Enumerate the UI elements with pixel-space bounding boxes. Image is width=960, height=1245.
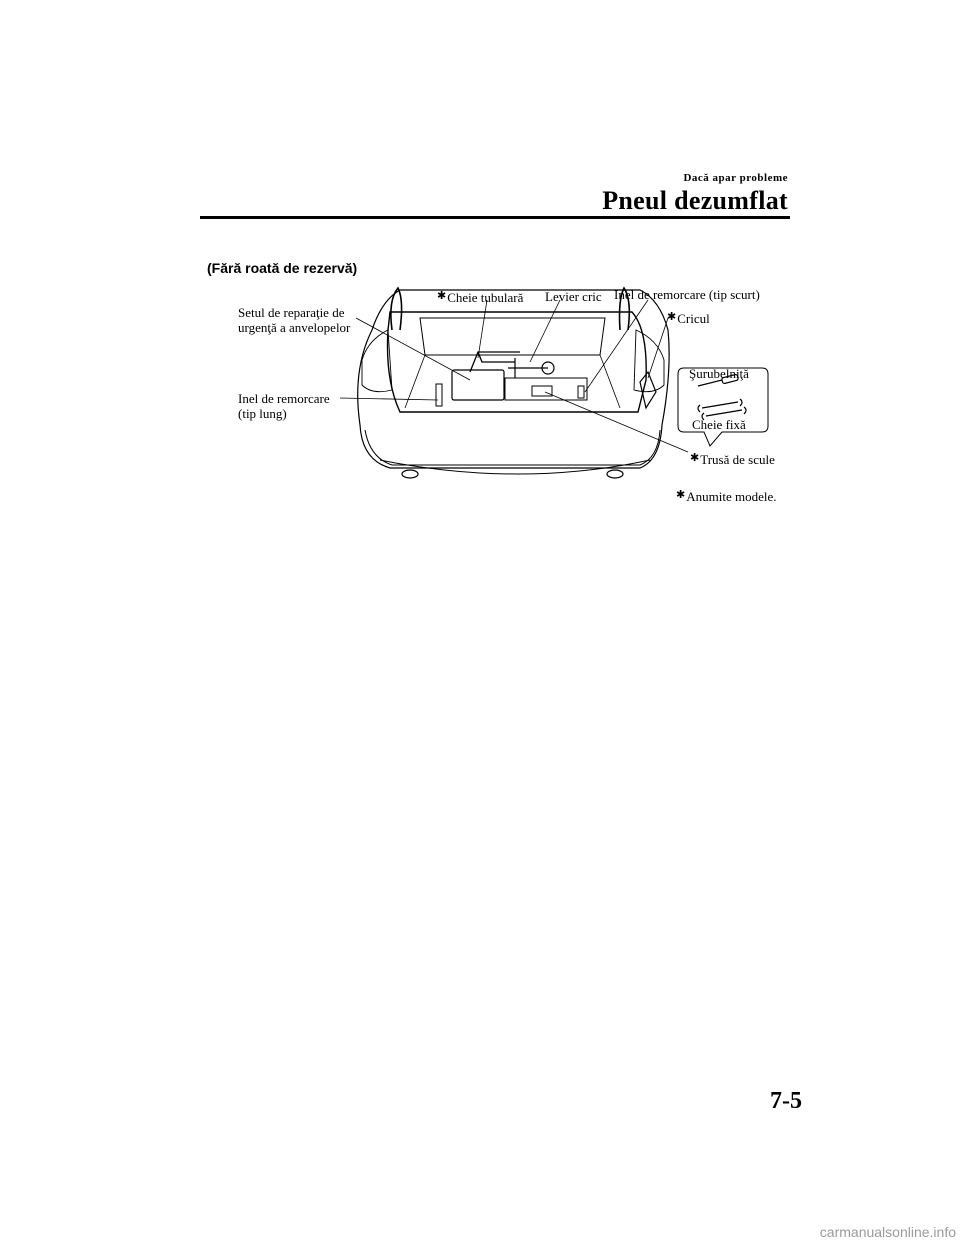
section-label: Dacă apar probleme bbox=[683, 172, 788, 184]
footnote: ✱Anumite modele. bbox=[676, 489, 777, 504]
rear-bumper bbox=[365, 430, 660, 465]
leader-lines bbox=[340, 300, 688, 452]
label-tool-kit: ✱Trusă de scule bbox=[690, 452, 775, 467]
trunk-opening bbox=[388, 312, 647, 412]
label-screwdriver: Şurubelniţă bbox=[689, 366, 749, 381]
asterisk-icon: ✱ bbox=[667, 311, 677, 323]
asterisk-icon: ✱ bbox=[676, 489, 686, 501]
bumper-lower bbox=[380, 460, 650, 474]
asterisk-icon: ✱ bbox=[690, 452, 700, 464]
exhaust-right bbox=[607, 470, 623, 478]
tail-light-right bbox=[634, 330, 664, 392]
hinge-left bbox=[391, 288, 402, 330]
trunk-back-wall bbox=[420, 318, 605, 355]
watermark: carmanualsonline.info bbox=[819, 1224, 956, 1240]
tow-hook-short-shape bbox=[578, 386, 584, 398]
tool-kit-bag bbox=[532, 386, 552, 396]
label-repair-kit: Setul de reparaţie de urgenţă a anvelopelor bbox=[238, 305, 351, 335]
label-jack-handle: Levier cric bbox=[545, 289, 602, 304]
page-title: Pneul dezumflat bbox=[602, 186, 788, 215]
tow-hook-long-shape bbox=[436, 384, 442, 406]
label-jack: ✱Cricul bbox=[667, 311, 710, 326]
label-tow-hook-short: Inel de remorcare (tip scurt) bbox=[614, 287, 760, 302]
asterisk-icon: ✱ bbox=[437, 290, 447, 302]
label-tow-hook-long: Inel de remorcare (tip lung) bbox=[238, 391, 330, 421]
label-lug-wrench: ✱Cheie tubulară bbox=[437, 290, 524, 305]
label-wrench: Cheie fixă bbox=[692, 417, 746, 432]
page-number: 7-5 bbox=[770, 1088, 802, 1114]
car-body-outline bbox=[358, 290, 669, 468]
exhaust-left bbox=[402, 470, 418, 478]
tool-tray bbox=[505, 378, 587, 400]
figure-caption: (Fără roată de rezervă) bbox=[207, 260, 358, 276]
